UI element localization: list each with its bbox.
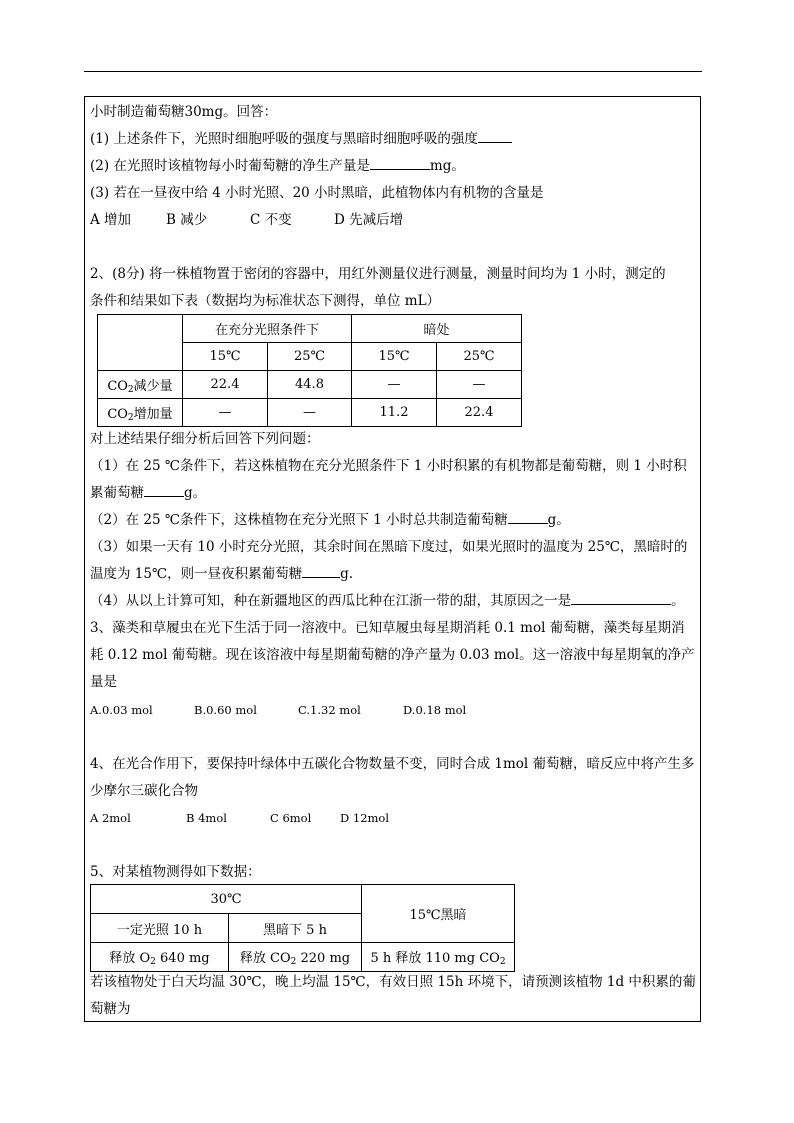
option: D 先减后增 — [334, 212, 404, 228]
options-q3 — [90, 701, 466, 719]
value-cell: 44.8 — [268, 371, 352, 399]
answer-blank — [370, 157, 430, 170]
header-light: 在充分光照条件下 — [183, 315, 352, 343]
question-3: 3、藻类和草履虫在光下生活于同一溶液中。已知草履虫每星期消耗 0.1 mol 葡萄糖，藻类每星期消 — [90, 620, 685, 636]
row-label: $CO_2$减少量 — [98, 371, 183, 399]
question-2-intro-2: 条件和结果如下表（数据均为标准状态下测得，单位 mL） — [90, 293, 441, 309]
value-cell: 22.4 — [437, 399, 522, 427]
value-cell: 5 h 释放 110 mg $CO_2$ — [362, 943, 515, 972]
question-4: 4、在光合作用下，要保持叶绿体中五碳化合物数量不变，同时合成 1mol 葡萄糖，暗反应中将产生多 — [90, 756, 695, 772]
temp-cell: 25℃ — [437, 343, 522, 371]
header-rule — [84, 71, 702, 72]
question-5: 5、对某植物测得如下数据： — [90, 864, 261, 880]
question-2-1-cont: 累葡萄糖 g。 — [90, 485, 207, 501]
option: A 增加 — [90, 212, 132, 228]
value-cell: 22.4 — [183, 371, 268, 399]
question-5-prompt-cont: 萄糖为 — [90, 1001, 131, 1017]
answer-blank — [302, 565, 340, 578]
header-dark: 暗处 — [352, 315, 522, 343]
header-light-10h: 一定光照 10 h — [91, 914, 229, 943]
header-15-dark: 15℃黑暗 — [362, 885, 515, 943]
table-measurements — [90, 884, 515, 972]
question-2-3-cont: 温度为 15℃，则一昼夜积累葡萄糖 g. — [90, 566, 354, 582]
temp-cell: 25℃ — [268, 343, 352, 371]
table-corner — [98, 315, 183, 371]
option: B 减少 — [166, 212, 208, 228]
value-cell: 释放 $O_2$ 640 mg — [91, 943, 229, 972]
question-1-1: (1) 上述条件下，光照时细胞呼吸的强度与黑暗时细胞呼吸的强度 — [90, 130, 512, 148]
table-co2 — [97, 314, 522, 427]
question-3-cont: 耗 0.12 mol 葡萄糖。现在该溶液中每星期葡萄糖的净产量为 0.03 mol。这一溶液中每星期氧的净产 — [90, 647, 695, 663]
options-q1 — [90, 211, 403, 229]
option: C 不变 — [250, 212, 292, 228]
header-dark-5h: 黑暗下 5 h — [229, 914, 362, 943]
answer-blank — [571, 592, 671, 605]
answer-blank — [478, 130, 512, 143]
question-2-4: （4）从以上计算可知，种在新疆地区的西瓜比种在江浙一带的甜，其原因之一是 。 — [90, 593, 685, 609]
option: C 6mol — [270, 811, 312, 825]
options-q4 — [90, 809, 389, 827]
option: C.1.32 mol — [298, 703, 361, 717]
option: D.0.18 mol — [403, 703, 467, 717]
question-2-2: （2）在 25 ℃条件下，这株植物在充分光照下 1 小时总共制造葡萄糖 g。 — [90, 512, 570, 528]
question-2-intro: 2、(8分) 将一株植物置于密闭的容器中，用红外测量仪进行测量，测量时间均为 1 小时，测定的 — [90, 266, 666, 282]
header-30: 30℃ — [91, 885, 362, 914]
option: A.0.03 mol — [90, 703, 153, 717]
value-cell: — — [352, 371, 437, 399]
value-cell: 11.2 — [352, 399, 437, 427]
option: B.0.60 mol — [194, 703, 257, 717]
question-3-cont-2: 量是 — [90, 674, 117, 690]
question-1-2: (2) 在光照时该植物每小时葡萄糖的净生产量是 mg。 — [90, 158, 465, 174]
question-5-prompt: 若该植物处于白天均温 30℃，晚上均温 15℃，有效日照 15h 环境下，请预测该植物 1d 中积累的葡 — [90, 974, 696, 990]
option: A 2mol — [90, 811, 131, 825]
value-cell: 释放 $CO_2$ 220 mg — [229, 943, 362, 972]
question-4-cont: 少摩尔三碳化合物 — [90, 783, 198, 799]
temp-cell: 15℃ — [183, 343, 268, 371]
row-label: $CO_2$增加量 — [98, 399, 183, 427]
question-2-3: （3）如果一天有 10 小时充分光照，其余时间在黑暗下度过，如果光照时的温度为 25℃，黑暗时的 — [90, 539, 688, 555]
option: D 12mol — [340, 811, 390, 825]
answer-blank — [144, 484, 184, 497]
option: B 4mol — [186, 811, 227, 825]
question-1-3: (3) 若在一昼夜中给 4 小时光照、20 小时黑暗，此植物体内有机物的含量是 — [90, 185, 544, 201]
answer-blank — [508, 511, 548, 524]
question-2-1: （1）在 25 ℃条件下，若这株植物在充分光照条件下 1 小时积累的有机物都是葡萄糖，则 1 小时积 — [90, 458, 687, 474]
text-line: 小时制造葡萄糖30mg。回答： — [90, 104, 278, 120]
value-cell: — — [183, 399, 268, 427]
question-2-prompt: 对上述结果仔细分析后回答下列问题： — [90, 431, 320, 447]
value-cell: — — [437, 371, 522, 399]
temp-cell: 15℃ — [352, 343, 437, 371]
value-cell: — — [268, 399, 352, 427]
